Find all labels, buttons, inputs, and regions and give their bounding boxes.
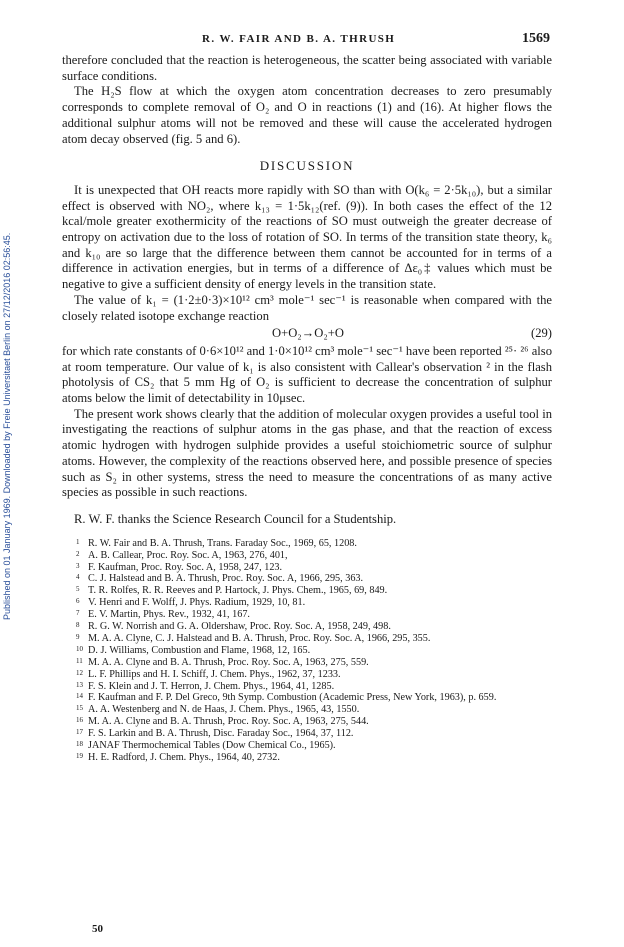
equation-29 (62, 326, 552, 342)
reference-item: 13 F. S. Klein and J. T. Herron, J. Chem. Phys., 1964, 41, 1285. (76, 680, 335, 692)
reference-item: 16 M. A. A. Clyne and B. A. Thrush, Proc. Roy. Soc. A, 1963, 275, 544. (76, 716, 369, 728)
equation-body: O+O₂→O₂+O (272, 326, 344, 341)
page-number: 1569 (522, 31, 550, 46)
reference-item: 3 F. Kaufman, Proc. Roy. Soc. A, 1958, 247, 123. (76, 561, 283, 573)
download-stamp (2, 150, 16, 620)
reference-item: 4 C. J. Halstead and B. A. Thrush, Proc. Roy. Soc. A, 1966, 295, 363. (76, 573, 364, 585)
reference-item: 11 M. A. A. Clyne and B. A. Thrush, Proc. Roy. Soc. A, 1963, 275, 559. (76, 656, 369, 668)
reference-item: 12 L. F. Phillips and H. I. Schiff, J. Chem. Phys., 1962, 37, 1233. (76, 668, 341, 680)
section-heading: DISCUSSION (259, 158, 355, 174)
reference-item: 14 F. Kaufman and F. P. Del Greco, 9th Symp. Combustion (Academic Press, New York, 1963), p. 659. (76, 692, 497, 704)
paragraph: therefore concluded that the reaction is heterogeneous, the scatter being associated with variable surface conditions. (62, 53, 552, 83)
reference-item: 1 R. W. Fair and B. A. Thrush, Trans. Faraday Soc., 1969, 65, 1208. (76, 537, 357, 549)
reference-item: 17 F. S. Larkin and B. A. Thrush, Disc. Faraday Soc., 1964, 37, 112. (76, 728, 354, 740)
paragraph: The value of k₁ = (1·2±0·3)×10¹² cm³ mole⁻¹ sec⁻¹ is reasonable when compared with the closely related isotope exchange reaction (62, 292, 552, 323)
reference-item: 5 T. R. Rolfes, R. R. Reeves and P. Hartock, J. Phys. Chem., 1965, 69, 849. (76, 585, 388, 597)
running-head: R. W. FAIR AND B. A. THRUSH (202, 33, 396, 45)
paragraph: The present work shows clearly that the addition of molecular oxygen provides a useful tool in investigating the reactions of sulphur atoms in the gas phase, and that the reaction of excess atomic hydrogen with hydrogen sulphide provides a useful stoichiometric source of sulphur atoms. However, the complexity of the reactions observed here, and possible presence of species such as S₂ in other systems, stress the need to measure the concentrations of as many active species as possible in such reactions. (62, 406, 552, 500)
paragraph: The H₂S flow at which the oxygen atom concentration decreases to zero presumably corresponds to complete removal of O₂ and O in reactions (1) and (16). At higher flows the additional sulphur atoms will not be removed and these will cause the accelerated hydrogen atom decay observed (fig. 5 and 6). (62, 84, 552, 146)
reference-item: 2 A. B. Callear, Proc. Roy. Soc. A, 1963, 276, 401, (76, 549, 288, 561)
batch-number: 50 (92, 923, 103, 935)
download-stamp-text: Published on 01 January 1969. Downloaded by Freie Universitaet Berlin on 27/12/2016 02:56:45. (2, 232, 12, 620)
acknowledgement: R. W. F. thanks the Science Research Council for a Studentship. (74, 511, 397, 526)
reference-item: 19 H. E. Radford, J. Chem. Phys., 1964, 40, 2732. (76, 752, 280, 763)
paragraph: for which rate constants of 0·6×10¹² and 1·0×10¹² cm³ mole⁻¹ sec⁻¹ have been reported ²⁵· ²⁶ also at room temperature. Our value of k₁ is also consistent with Callear's observation ² in the flash photolysis of CS₂ that 5 mm Hg of O₂ is sufficient to decrease the concentration of sulphur atoms below the limit of detectability in 10μsec. (62, 343, 552, 406)
article-body (62, 53, 552, 764)
reference-list (62, 538, 552, 764)
reference-item: 6 V. Henri and F. Wolff, J. Phys. Radium, 1929, 10, 81. (76, 597, 306, 609)
reference-item: 15 A. A. Westenberg and N. de Haas, J. Chem. Phys., 1965, 43, 1550. (76, 704, 360, 716)
reference-item: 8 R. G. W. Norrish and G. A. Oldershaw, Proc. Roy. Soc. A, 1958, 249, 498. (76, 621, 391, 633)
reference-item: 10 D. J. Williams, Combustion and Flame, 1968, 12, 165. (76, 644, 311, 656)
equation-number: (29) (531, 326, 552, 341)
page-header (62, 33, 550, 47)
reference-item: 9 M. A. A. Clyne, C. J. Halstead and B. A. Thrush, Proc. Roy. Soc. A, 1966, 295, 355. (76, 632, 431, 644)
reference-item: 7 E. V. Martin, Phys. Rev., 1932, 41, 167. (76, 609, 250, 621)
reference-item: 18 JANAF Thermochemical Tables (Dow Chemical Co., 1965). (76, 740, 336, 752)
paragraph: It is unexpected that OH reacts more rapidly with SO than with O(k₆ = 2·5k₁₀), but a similar effect is observed with NO₂, where k₁₃ = 1·5k₁₂(ref. (9)). In both cases the effect of the 12 kcal/mole greater exothermicity of the reactions of SO must outweigh the greater decrease of entropy on activation due to the loss of rotation of SO. In terms of the transition state theory, k₆ and k₁₀ are so large that the difference between them cannot be accounted for in terms of a difference in activation energies, but in terms of a difference of Δε₀‡ values which must be negative to give a sufficient density of energy levels in the transition state. (62, 182, 552, 292)
